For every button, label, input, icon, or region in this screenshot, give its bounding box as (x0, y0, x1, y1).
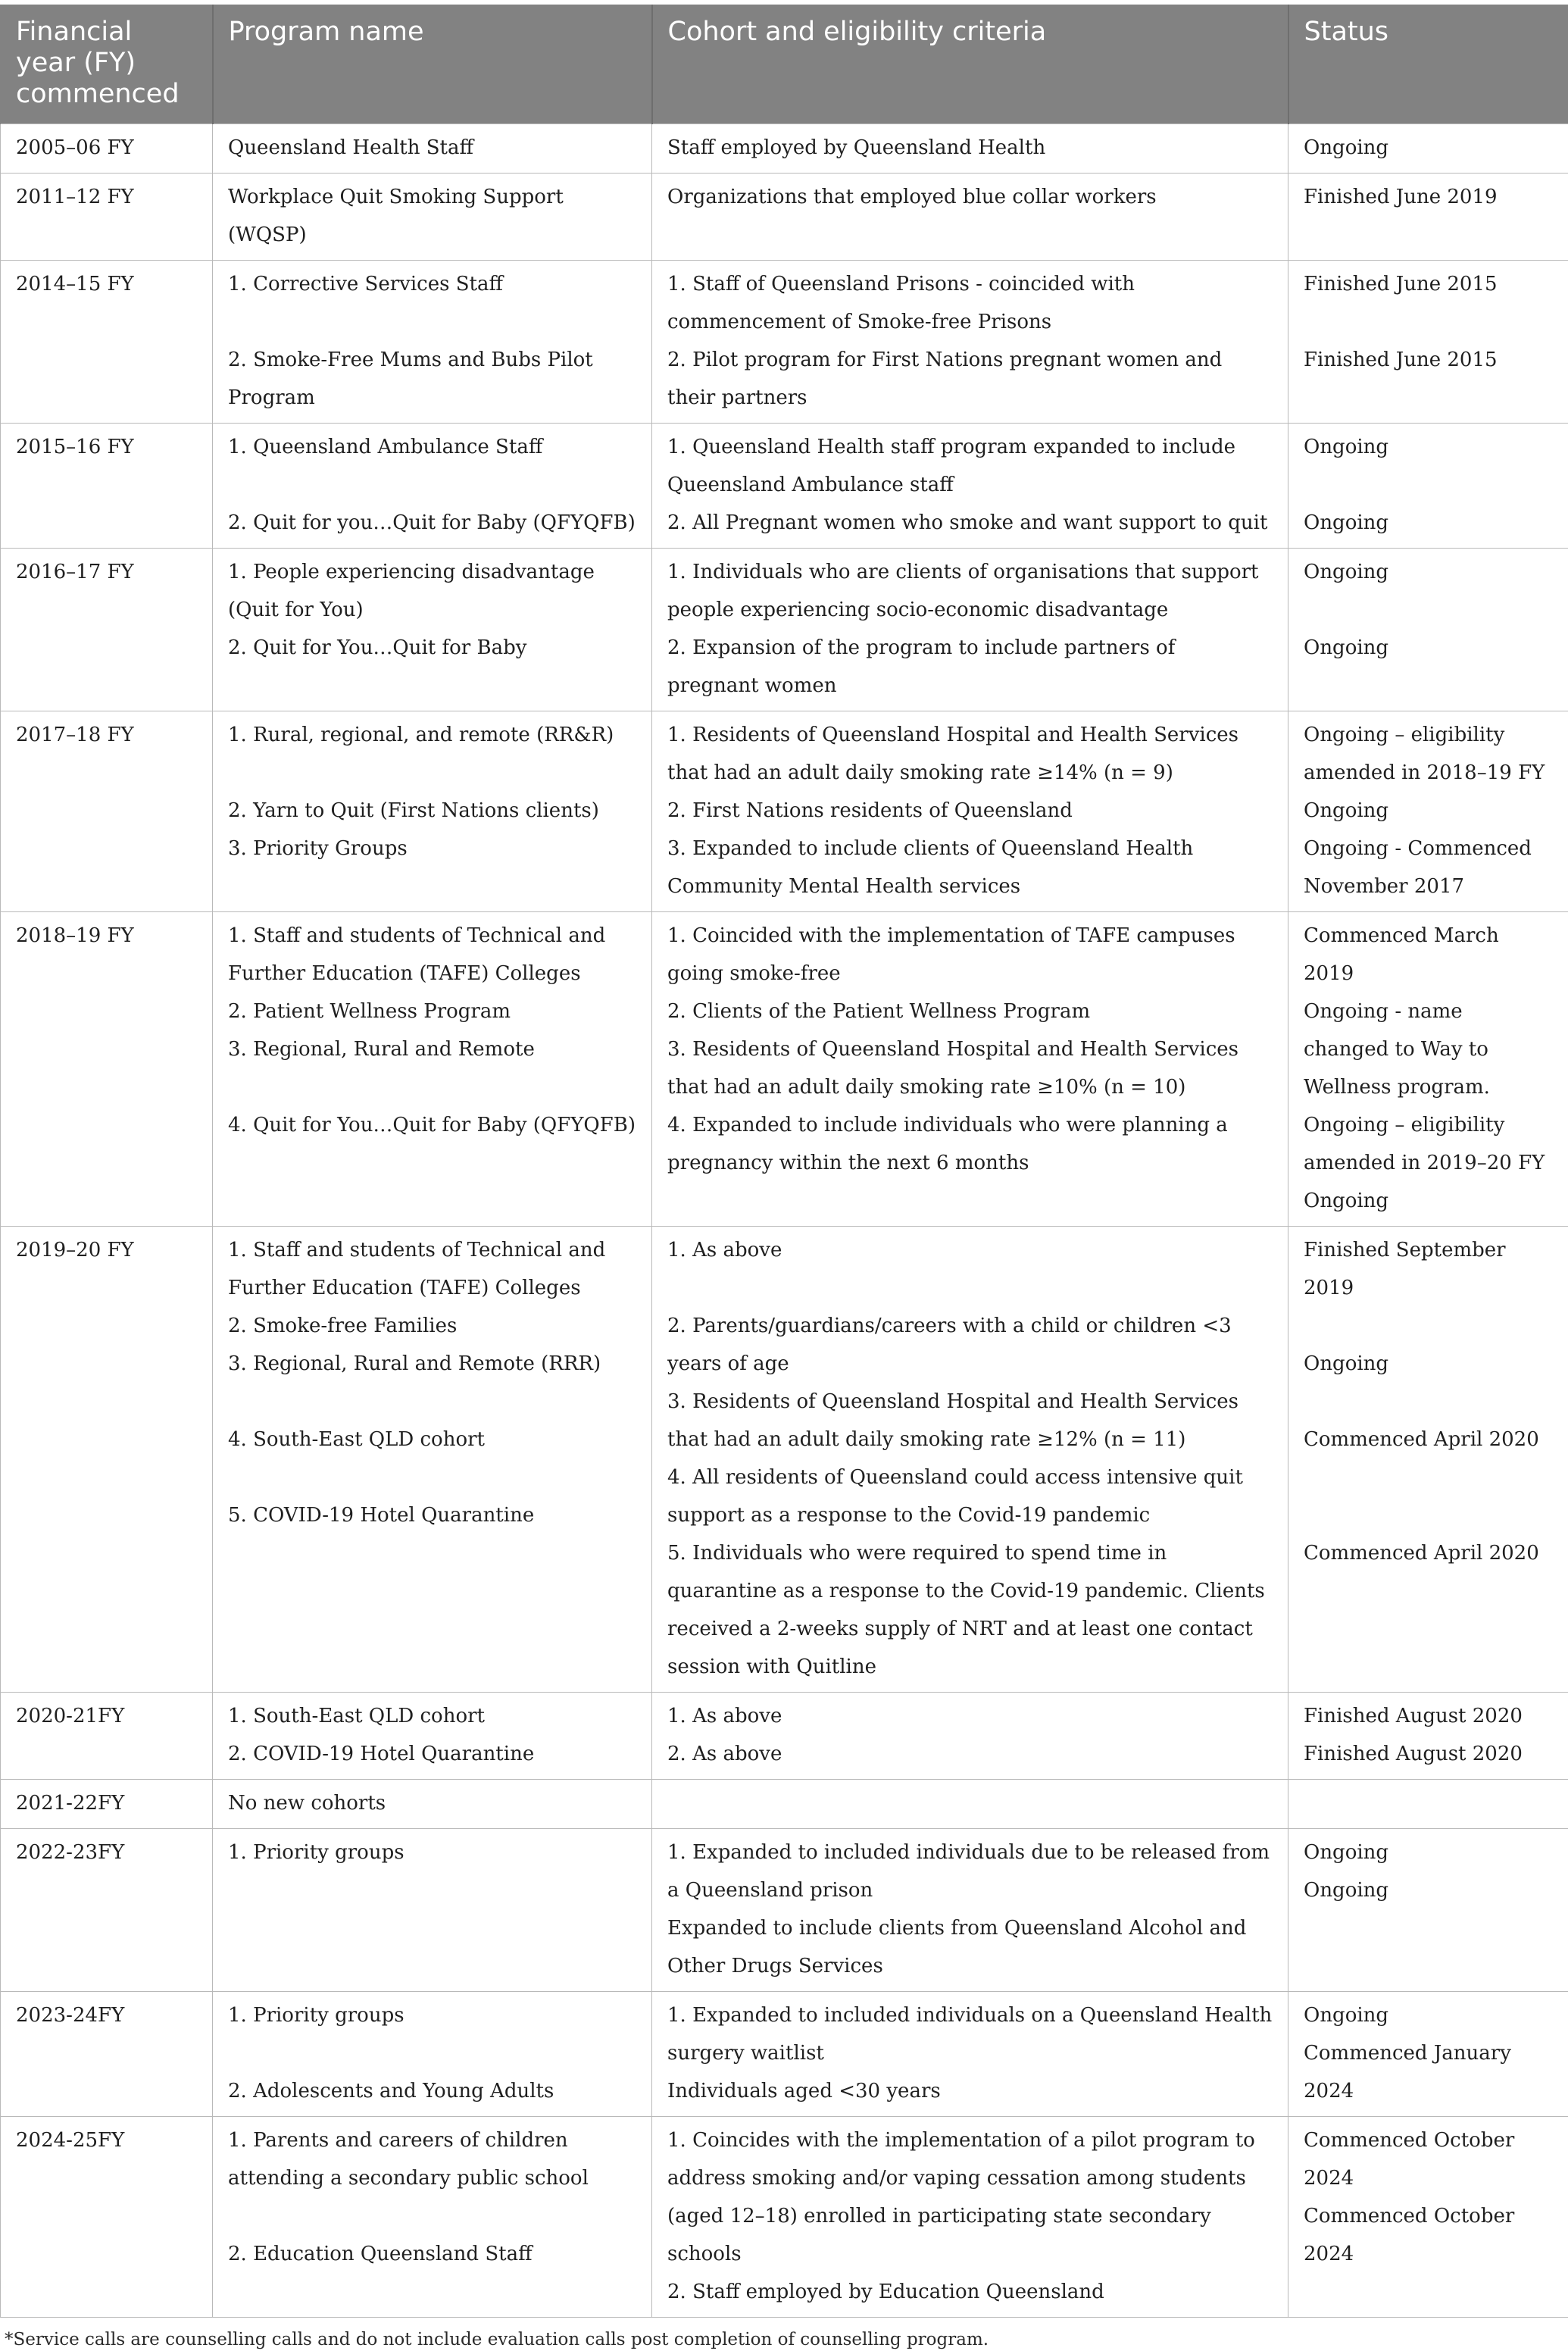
footnote: *Service calls are counselling calls and do not include evaluation calls post completion of counselling program. (0, 2318, 1568, 2351)
header-financial-year: Financial year (FY) commenced (1, 5, 213, 124)
cell-financial-year: 2020-21FY (1, 1693, 213, 1780)
cell-financial-year: 2014–15 FY (1, 261, 213, 424)
cell-status: Finished August 2020 Finished August 2020 (1288, 1693, 1568, 1780)
cell-cohort-eligibility: 1. Residents of Queensland Hospital and Health Services that had an adult daily smoking rate ≥14% (n = 9) 2. First Nations residents of Queensland 3. Expanded to include clients of Queensland Health Community Mental Health services (652, 711, 1288, 912)
table-row (1, 912, 1568, 1227)
cell-program-name: 1. Corrective Services Staff 2. Smoke-Free Mums and Bubs Pilot Program (213, 261, 652, 424)
cell-financial-year: 2022-23FY (1, 1829, 213, 1992)
table-row (1, 1780, 1568, 1829)
cell-status: Ongoing Ongoing (1288, 1829, 1568, 1992)
cell-program-name: 1. Staff and students of Technical and Further Education (TAFE) Colleges 2. Smoke-free Families 3. Regional, Rural and Remote (RRR) 4. South-East QLD cohort 5. COVID-19 Hotel Quarantine (213, 1227, 652, 1693)
cell-program-name: 1. Rural, regional, and remote (RR&R) 2. Yarn to Quit (First Nations clients) 3. Priority Groups (213, 711, 652, 912)
table-row (1, 1227, 1568, 1693)
cell-program-name: Workplace Quit Smoking Support (WQSP) (213, 174, 652, 261)
table-row (1, 711, 1568, 912)
cell-program-name: 1. Parents and careers of children attending a secondary public school 2. Education Queensland Staff (213, 2117, 652, 2318)
cell-cohort-eligibility: 1. Individuals who are clients of organisations that support people experiencing socio-economic disadvantage 2. Expansion of the program to include partners of pregnant women (652, 549, 1288, 711)
header-cohort-eligibility: Cohort and eligibility criteria (652, 5, 1288, 124)
cell-financial-year: 2021-22FY (1, 1780, 213, 1829)
cell-cohort-eligibility: 1. Expanded to included individuals due to be released from a Queensland prison Expanded to include clients from Queensland Alcohol and Other Drugs Services (652, 1829, 1288, 1992)
cell-status: Ongoing – eligibility amended in 2018–19 FY Ongoing Ongoing - Commenced November 2017 (1288, 711, 1568, 912)
cell-cohort-eligibility: Organizations that employed blue collar workers (652, 174, 1288, 261)
cell-program-name: 1. People experiencing disadvantage (Quit for You) 2. Quit for You…Quit for Baby (213, 549, 652, 711)
table-row (1, 1992, 1568, 2117)
cell-status: Commenced October 2024 Commenced October 2024 (1288, 2117, 1568, 2318)
cell-cohort-eligibility: 1. Coincided with the implementation of TAFE campuses going smoke-free 2. Clients of the Patient Wellness Program 3. Residents of Queensland Hospital and Health Services that had an adult daily smoking rate ≥10% (n = 10) 4. Expanded to include individuals who were planning a pregnancy within the next 6 months (652, 912, 1288, 1227)
cell-status: Commenced March 2019 Ongoing - name changed to Way to Wellness program. Ongoing – eligibility amended in 2019–20 FY Ongoing (1288, 912, 1568, 1227)
header-program-name: Program name (213, 5, 652, 124)
cell-status (1288, 1780, 1568, 1829)
cell-program-name: 1. South-East QLD cohort 2. COVID-19 Hotel Quarantine (213, 1693, 652, 1780)
cell-status: Ongoing (1288, 124, 1568, 174)
cell-financial-year: 2024-25FY (1, 2117, 213, 2318)
cell-cohort-eligibility (652, 1780, 1288, 1829)
cell-cohort-eligibility: 1. Coincides with the implementation of a pilot program to address smoking and/or vaping cessation among students (aged 12–18) enrolled in participating state secondary schools 2. Staff employed by Education Queensland (652, 2117, 1288, 2318)
table-row (1, 424, 1568, 549)
cell-financial-year: 2011–12 FY (1, 174, 213, 261)
cell-cohort-eligibility: Staff employed by Queensland Health (652, 124, 1288, 174)
cell-financial-year: 2023-24FY (1, 1992, 213, 2117)
cell-status: Ongoing Ongoing (1288, 549, 1568, 711)
cell-program-name: 1. Queensland Ambulance Staff 2. Quit for you…Quit for Baby (QFYQFB) (213, 424, 652, 549)
cell-financial-year: 2018–19 FY (1, 912, 213, 1227)
cell-cohort-eligibility: 1. As above 2. Parents/guardians/careers with a child or children <3 years of age 3. Residents of Queensland Hospital and Health Services that had an adult daily smoking rate ≥12% (n = 11) 4. All residents of Queensland could access intensive quit support as a response to the Covid-19 pandemic 5. Individuals who were required to spend time in quarantine as a response to the Covid-19 pandemic. Clients received a 2-weeks supply of NRT and at least one contact session with Quitline (652, 1227, 1288, 1693)
cell-financial-year: 2016–17 FY (1, 549, 213, 711)
cell-status: Finished June 2015 Finished June 2015 (1288, 261, 1568, 424)
cell-program-name: No new cohorts (213, 1780, 652, 1829)
table-header (1, 5, 1568, 124)
cell-status: Finished September 2019 Ongoing Commenced April 2020 Commenced April 2020 (1288, 1227, 1568, 1693)
table-row (1, 1693, 1568, 1780)
cell-program-name: 1. Priority groups 2. Adolescents and Young Adults (213, 1992, 652, 2117)
header-row (1, 5, 1568, 124)
header-status: Status (1288, 5, 1568, 124)
cell-program-name: 1. Staff and students of Technical and Further Education (TAFE) Colleges 2. Patient Wellness Program 3. Regional, Rural and Remote 4. Quit for You…Quit for Baby (QFYQFB) (213, 912, 652, 1227)
cell-cohort-eligibility: 1. Expanded to included individuals on a Queensland Health surgery waitlist Individuals aged <30 years (652, 1992, 1288, 2117)
table-row (1, 2117, 1568, 2318)
table-row (1, 1829, 1568, 1992)
table-row (1, 174, 1568, 261)
table-body (1, 124, 1568, 2318)
cell-cohort-eligibility: 1. Staff of Queensland Prisons - coincided with commencement of Smoke-free Prisons 2. Pilot program for First Nations pregnant women and their partners (652, 261, 1288, 424)
cell-financial-year: 2015–16 FY (1, 424, 213, 549)
cell-financial-year: 2005–06 FY (1, 124, 213, 174)
table-row (1, 124, 1568, 174)
cell-status: Ongoing Ongoing (1288, 424, 1568, 549)
cell-cohort-eligibility: 1. Queensland Health staff program expanded to include Queensland Ambulance staff 2. All Pregnant women who smoke and want support to quit (652, 424, 1288, 549)
cell-program-name: 1. Priority groups (213, 1829, 652, 1992)
programs-table (0, 5, 1568, 2318)
cell-financial-year: 2019–20 FY (1, 1227, 213, 1693)
table-row (1, 549, 1568, 711)
table-row (1, 261, 1568, 424)
cell-status: Ongoing Commenced January 2024 (1288, 1992, 1568, 2117)
cell-status: Finished June 2019 (1288, 174, 1568, 261)
cell-program-name: Queensland Health Staff (213, 124, 652, 174)
cell-cohort-eligibility: 1. As above 2. As above (652, 1693, 1288, 1780)
cell-financial-year: 2017–18 FY (1, 711, 213, 912)
